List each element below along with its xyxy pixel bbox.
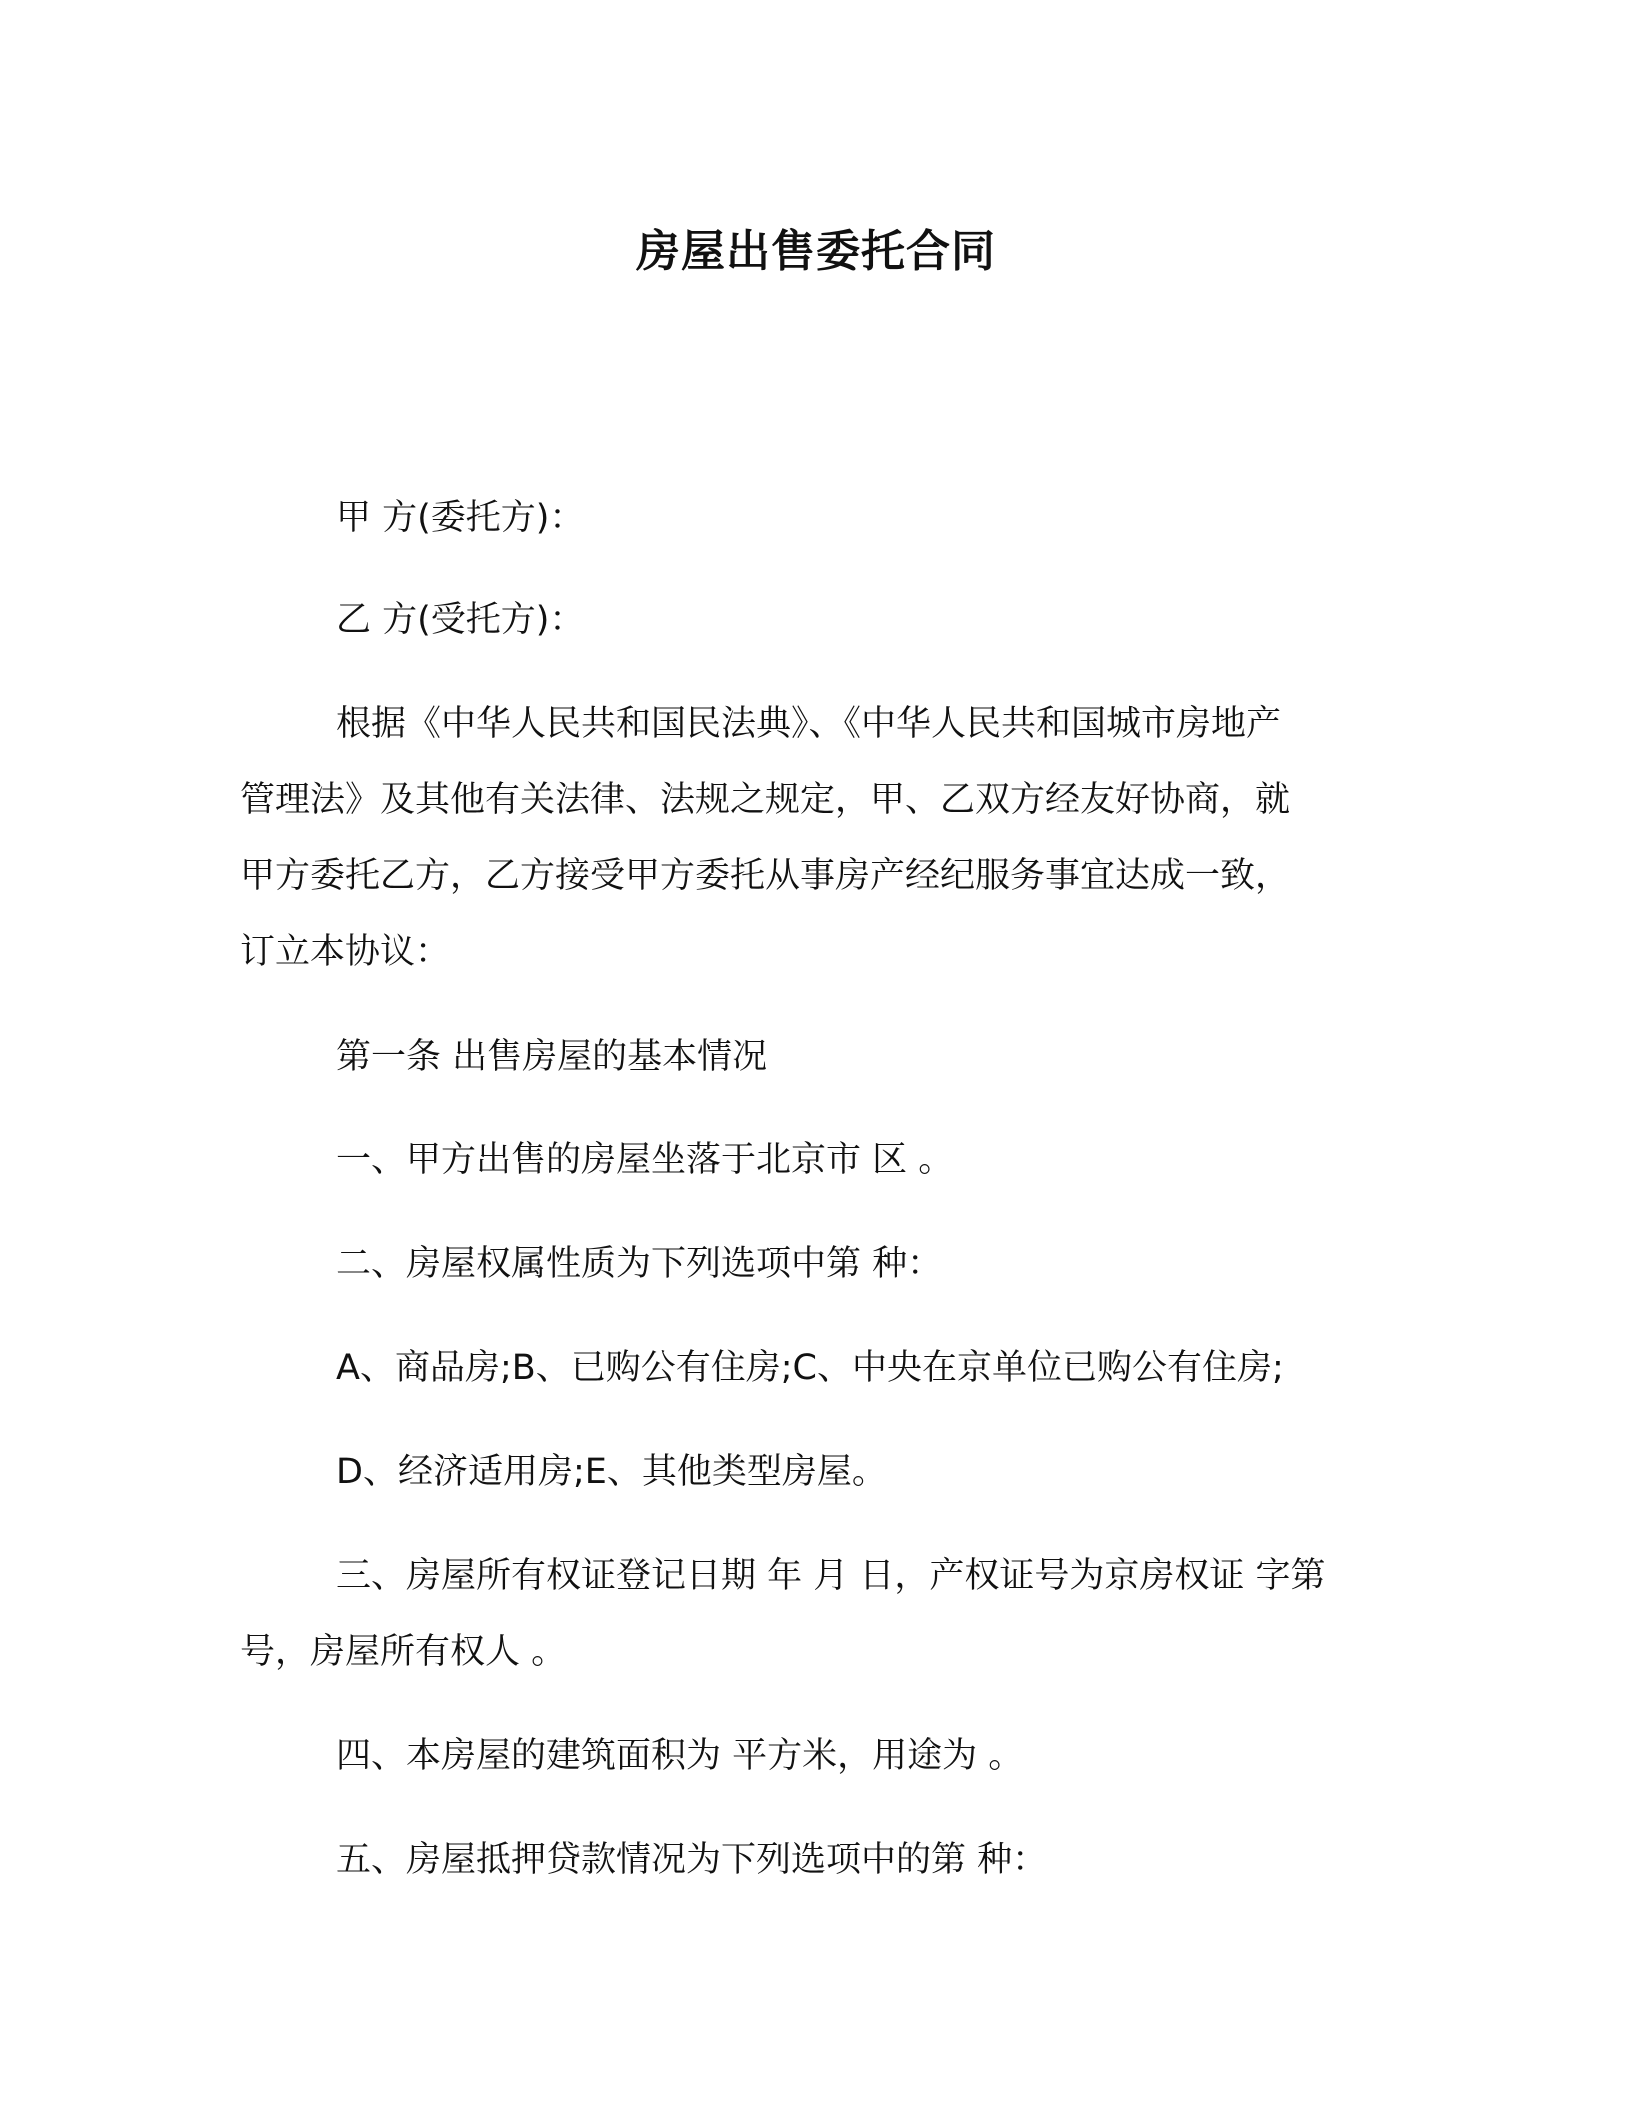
clause-3-line-1: 三、房屋所有权证登记日期 年 月 日，产权证号为京房权证 字第: [336, 1556, 1326, 1596]
clause-2-options-2: D、经济适用房;E、其他类型房屋。: [336, 1452, 887, 1492]
clause-4: 四、本房屋的建筑面积为 平方米，用途为 。: [336, 1736, 1024, 1776]
document-title: 房屋出售委托合同: [636, 226, 996, 277]
article-1-heading: 第一条 出售房屋的基本情况: [336, 1037, 768, 1077]
clause-2: 二、房屋权属性质为下列选项中第 种：: [336, 1244, 943, 1284]
clause-3-line-2: 号，房屋所有权人 。: [240, 1632, 567, 1672]
preamble-line-2: 管理法》及其他有关法律、法规之规定，甲、乙双方经友好协商，就: [240, 780, 1291, 820]
preamble-line-3: 甲方委托乙方，乙方接受甲方委托从事房产经纪服务事宜达成一致，: [240, 856, 1291, 896]
party-a-line: 甲 方(委托方)：: [336, 498, 585, 538]
preamble-line-1: 根据《中华人民共和国民法典》、《中华人民共和国城市房地产: [336, 704, 1282, 744]
party-b-line: 乙 方(受托方)：: [336, 600, 585, 640]
preamble-line-4: 订立本协议：: [240, 932, 451, 972]
clause-1: 一、甲方出售的房屋坐落于北京市 区 。: [336, 1140, 954, 1180]
clause-2-options-1: A、商品房;B、已购公有住房;C、中央在京单位已购公有住房;: [336, 1348, 1284, 1388]
clause-5: 五、房屋抵押贷款情况为下列选项中的第 种：: [336, 1840, 1048, 1880]
